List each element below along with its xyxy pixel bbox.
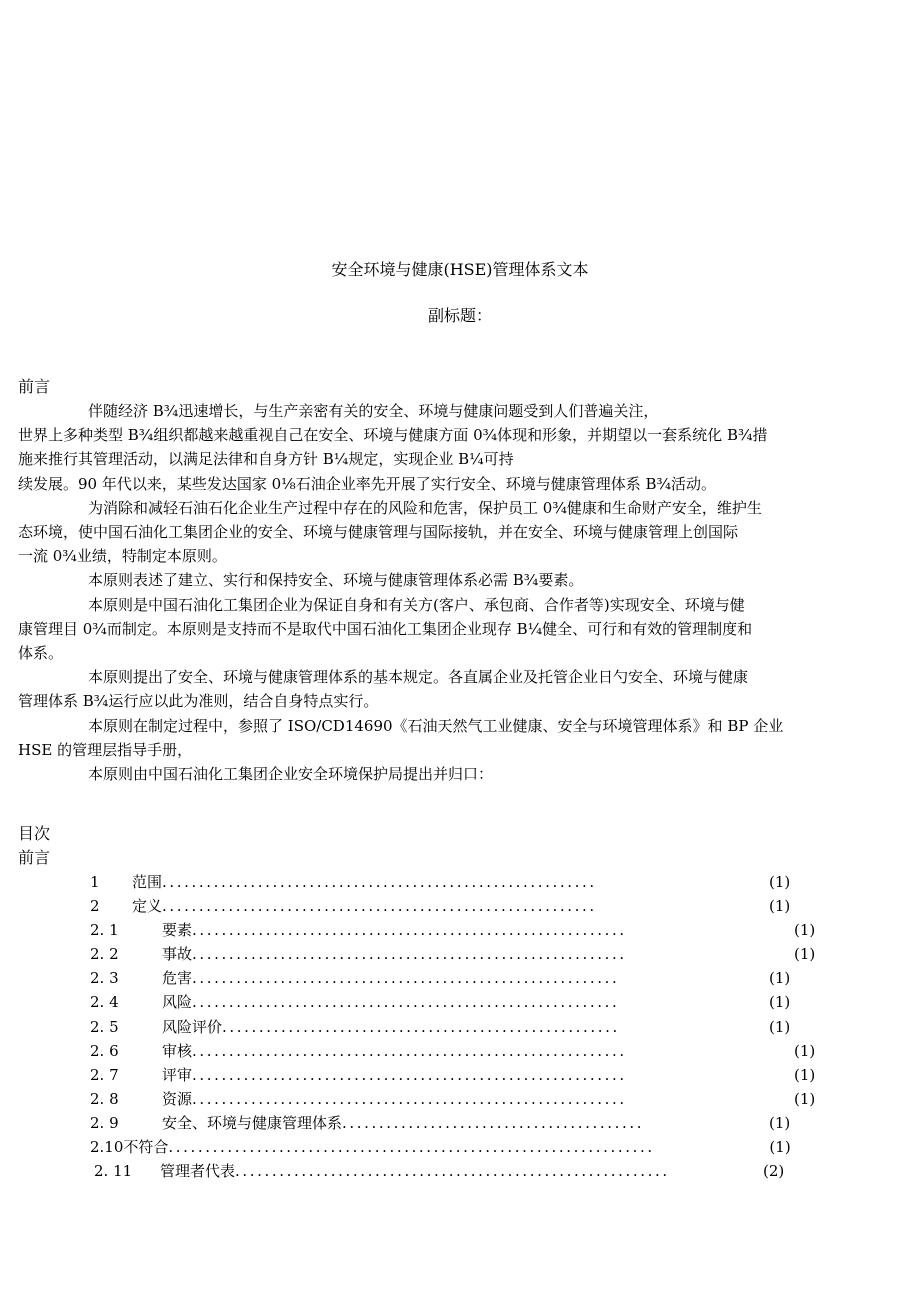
toc-entry-number: 2. 9 [90,1113,119,1132]
toc-entry-leader: .................................................................. [168,1138,655,1157]
toc-entry-number: 2. 6 [90,1041,119,1060]
toc-entry-page: (1) [769,993,791,1012]
toc-entry-number: 2. 2 [90,945,119,964]
toc-entry-number: 1 [90,873,100,891]
toc-entry-page: (1) [769,1113,791,1132]
paragraph-line: 本原则由中国石油化工集团企业安全环境保护局提出并归口： [88,765,494,784]
toc-entry-number: 2. 5 [90,1017,119,1036]
toc-entry-page: (1) [769,1138,791,1157]
paragraph-line: 本原则表述了建立、实行和保持安全、环境与健康管理体系必需 B¾要素。 [88,571,584,590]
paragraph-line: 本原则在制定过程中，参照了 ISO/CD14690《石油天然气工业健康、安全与环境管理体系》和 BP 企业 [88,716,784,735]
paragraph-line: 为消除和减轻石油石化企业生产过程中存在的风险和危害，保护员工 0¾健康和生命财产安全，维护生 [88,498,762,517]
table-of-contents [90,870,830,1183]
paragraph-line: 世界上多种类型 B¾组织都越来越重视自己在安全、环境与健康方面 0¾体现和形象，并期望以一套系统化 B¾措 [18,426,768,445]
toc-entry[interactable] [90,1135,830,1159]
toc-entry-leader: ........................................................... [162,897,597,916]
toc-entry-label: 要素 [162,921,193,940]
toc-entry-leader: ........................................................... [192,945,627,964]
paragraph-line: 施来推行其管理活动，以满足法律和自身方针 B¼规定，实现企业 B¼可持 [18,450,514,469]
toc-entry-number: 2. 11 [94,1162,133,1181]
toc-entry-label: 审核 [162,1041,193,1060]
paragraph-line: 续发展。90 年代以来，某些发达国家 0⅛石油企业率先开展了实行安全、环境与健康管理体系 B¾活动。 [18,474,717,493]
paragraph-line: 康管理目 0¾而制定。本原则是支持而不是取代中国石油化工集团企业现存 B¼健全、可行和有效的管理制度和 [18,619,753,638]
paragraph-line: HSE 的管理层指导手册， [18,740,193,759]
paragraph-line: 伴随经济 B¾迅速增长，与生产亲密有关的安全、环境与健康问题受到人们普遍关注， [88,402,659,420]
toc-entry-label: 资源 [162,1089,193,1108]
toc-entry-leader: ........................................................... [192,1041,627,1060]
paragraph-line: 管理体系 B¾运行应以此为准则，结合自身特点实行。 [18,692,379,711]
toc-entry[interactable] [90,1159,830,1183]
paragraph-line: 本原则是中国石油化工集团企业为保证自身和有关方(客户、承包商、合作者等)实现安全、环境与健 [88,595,745,614]
toc-entry[interactable] [90,1111,830,1135]
toc-entry[interactable] [90,1087,830,1111]
paragraph-line: 体系。 [18,644,64,663]
toc-entry-leader: ......................................... [342,1113,645,1132]
toc-entry[interactable] [90,1039,830,1063]
preface-heading: 前言 [18,377,51,396]
toc-entry-label: 风险评价 [162,1017,223,1036]
toc-entry-page: (1) [794,945,816,964]
toc-entry-label: 危害 [162,969,193,988]
toc-entry-label: 风险 [162,993,193,1012]
toc-entry-number: 2. 7 [90,1065,119,1084]
toc-entry-page: (1) [794,921,816,940]
toc-entry-leader: ........................................................... [192,1065,627,1084]
toc-entry-number: 2 [90,897,100,916]
document-subtitle: 副标题： [427,306,492,325]
toc-entry-label: 范围 [132,873,163,891]
toc-entry-page: (1) [794,1089,816,1108]
toc-entry-label: 评审 [162,1065,193,1084]
toc-entry-page: (1) [769,897,791,916]
toc-entry[interactable] [90,1063,830,1087]
paragraph-line: 态环境，使中国石油化工集团企业的安全、环境与健康管理与国际接轨，并在安全、环境与健康管理上创国际 [18,523,739,542]
toc-entry[interactable] [90,990,830,1014]
paragraph-line: 一流 0¾业绩，特制定本原则。 [18,547,227,566]
toc-entry-number: 2. 8 [90,1089,119,1108]
toc-entry-page: (1) [769,969,791,988]
toc-entry-leader: .......................................................... [192,993,620,1012]
toc-entry[interactable] [90,894,830,918]
toc-entry-page: (1) [794,1041,816,1060]
toc-entry-label: 定义 [132,897,163,916]
toc-entry-leader: ........................................................... [192,1089,627,1108]
toc-entry-leader: ...................................................... [222,1017,620,1036]
toc-entry[interactable] [90,870,830,894]
toc-entry[interactable] [90,918,830,942]
toc-entry-label: 管理者代表 [160,1162,236,1181]
toc-entry-page: (2) [763,1162,785,1181]
toc-entry-number: 2. 1 [90,921,119,940]
toc-entry-number: 2.10 [90,1138,124,1157]
paragraph-line: 本原则提出了安全、环境与健康管理体系的基本规定。各直属企业及托管企业日勺安全、环境与健康 [88,668,749,687]
toc-entry[interactable] [90,1015,830,1039]
toc-entry[interactable] [90,966,830,990]
toc-heading: 目次 [18,824,51,843]
toc-entry-number: 2. 3 [90,969,119,988]
toc-entry-page: (1) [769,873,791,891]
toc-preface-link[interactable]: 前言 [18,848,51,867]
toc-entry-label: 安全、环境与健康管理体系 [162,1113,343,1132]
toc-entry-leader: ........................................................... [162,873,597,891]
toc-entry-label: 不符合 [123,1138,169,1157]
toc-entry-leader: .......................................................... [192,969,620,988]
toc-entry-number: 2. 4 [90,993,119,1012]
preface-body [18,399,904,786]
toc-entry-page: (1) [769,1017,791,1036]
toc-entry[interactable] [90,942,830,966]
document-title: 安全环境与健康(HSE)管理体系文本 [331,260,589,279]
toc-entry-label: 事故 [162,945,193,964]
toc-entry-leader: ........................................................... [192,921,627,940]
toc-entry-page: (1) [794,1065,816,1084]
toc-entry-leader: ........................................................... [235,1162,670,1181]
